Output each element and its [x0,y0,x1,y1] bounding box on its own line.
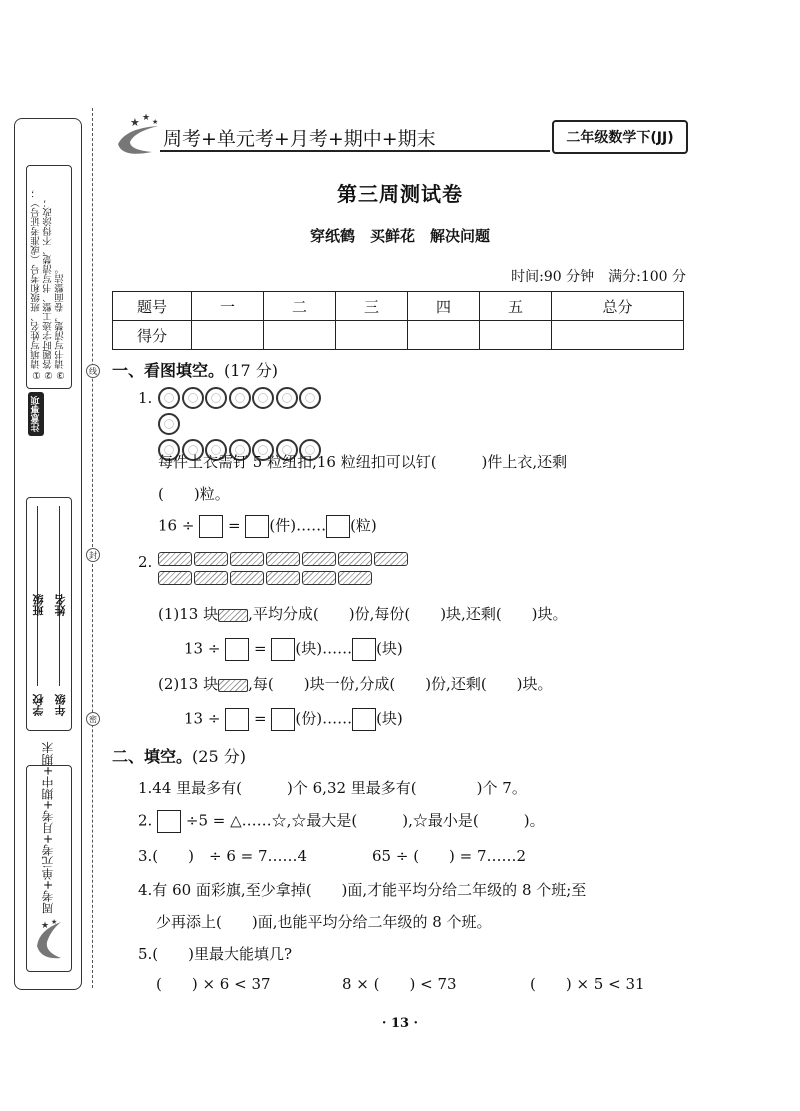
score-cell[interactable] [480,321,552,350]
erasers-figure [158,551,418,589]
answer-box[interactable] [352,708,376,731]
answer-box[interactable] [157,810,181,833]
s2-q5-c: ( ) × 5 < 31 [530,975,645,993]
eraser-icon [302,552,336,566]
score-cell[interactable] [336,321,408,350]
note-2: ②答题时字迹工整、书写清楚、不得涂改； [43,198,54,380]
eraser-icon [218,679,248,692]
eq-text: (块)…… [295,639,353,658]
s1-q1-text2: ( )粒。 [158,485,230,503]
eq-text: 13 ÷ [184,709,221,728]
side-logo-icon [31,916,67,964]
s2-q3-a: 3.( ) ÷ 6 = 7……4 [138,847,308,865]
s1-q2-eq2 [184,708,403,731]
school-label: 学校 [32,694,45,716]
exam-subtitle: 穿纸鹤 买鲜花 解决问题 [309,227,490,245]
button-coin-icon [205,387,227,409]
button-coin-icon [158,387,180,409]
eraser-icon [158,552,192,566]
svg-text:★: ★ [142,113,151,123]
answer-box[interactable] [352,638,376,661]
section2-points: (25 分) [192,747,246,766]
section1-title: 一、看图填空。 [112,361,225,380]
eraser-icon [266,571,300,585]
answer-box[interactable] [271,638,295,661]
eq-text: = [228,516,241,535]
name-label: 姓名 [54,594,67,616]
score-header-cell: 二 [264,292,336,321]
score-header-cell: 题号 [113,292,192,321]
s1-q2-part1 [158,604,568,624]
q-number: 2. [138,811,153,830]
note-3: ③请书写清楚，卷面整洁。 [55,264,66,380]
cut-mark-line: 线 [86,364,100,378]
section2-heading [112,744,246,767]
score-header-cell: 总分 [552,292,684,321]
eq-text: (件)…… [269,516,327,535]
button-coin-icon [276,387,298,409]
note-1: ①请填写姓名、班级和考号（或准考证号）； [31,188,42,380]
answer-box[interactable] [326,515,350,538]
answer-box[interactable] [199,515,223,538]
grade-label: 年级 [54,694,67,716]
header-logo-icon [112,108,166,158]
s2-q1: 1.44 里最多有( )个 6,32 里最多有( )个 7。 [138,779,527,797]
eraser-icon [338,571,372,585]
s2-q4-line2: 少再添上( )面,也能平均分给二年级的 8 个班。 [156,913,492,931]
eraser-icon [302,571,336,585]
q-text: ,每( )块一份,分成( )份,还剩( )块。 [248,675,553,693]
button-coin-icon [229,387,251,409]
eraser-icon [194,571,228,585]
s1-q1-equation [158,515,377,538]
cut-mark-secret: 密 [86,712,100,726]
score-cell[interactable] [408,321,480,350]
s2-q5-a: ( ) × 6 < 37 [156,975,271,993]
svg-text:★: ★ [130,116,140,129]
q-text: ÷5 = △……☆,☆最大是( ),☆最小是( )。 [185,811,545,830]
s1-q1-text1: 每件上衣需钉 5 粒纽扣,16 粒纽扣可以钉( )件上衣,还剩 [158,453,568,471]
s1-q1-number: 1. [138,389,153,407]
score-cell[interactable] [552,321,684,350]
answer-box[interactable] [225,708,249,731]
score-header-cell: 三 [336,292,408,321]
score-header-cell: 一 [192,292,264,321]
eraser-icon [338,552,372,566]
header-rule [160,150,550,152]
section1-points: (17 分) [224,361,278,380]
button-coin-icon [299,387,321,409]
s1-q2-number: 2. [138,553,153,571]
class-label: 班级 [32,594,45,616]
score-row [113,321,684,350]
eq-text: (份)…… [295,709,353,728]
score-header-row [113,292,684,321]
eq-text: (粒) [350,516,377,535]
q-text: (1)13 块 [158,605,219,623]
eraser-icon [374,552,408,566]
eraser-icon [266,552,300,566]
side-brand-box [26,741,72,972]
eraser-icon [158,571,192,585]
exam-meta: 时间:90 分钟 满分:100 分 [511,269,686,285]
score-header-cell: 五 [480,292,552,321]
answer-box[interactable] [271,708,295,731]
s2-q2 [138,810,545,833]
eq-text: = [254,709,267,728]
header-title: 周考+单元考+月考+期中+期末 [163,128,436,150]
s1-q2-eq1 [184,638,403,661]
answer-box[interactable] [225,638,249,661]
grade-badge: 二年级数学下(JJ) [552,120,688,154]
side-brand-text: 周考+单元考+月考+期中+期末 [41,741,55,914]
s1-q2-part2 [158,674,553,694]
s2-q5-b: 8 × ( ) < 73 [342,975,457,993]
q-text: ,平均分成( )份,每份( )块,还剩( )块。 [248,605,568,623]
eq-text: 13 ÷ [184,639,221,658]
s2-q5: 5.( )里最大能填几? [138,945,293,963]
button-coin-icon [158,413,180,435]
eraser-icon [230,552,264,566]
score-table [112,291,684,350]
eq-text: (块) [376,709,403,728]
student-info-box [26,497,72,731]
svg-text:★: ★ [51,918,58,926]
score-cell[interactable] [192,321,264,350]
notice-label: 注意事项 [28,392,44,436]
answer-box[interactable] [245,515,269,538]
svg-text:★: ★ [41,921,50,931]
page-number: · 13 · [381,1016,419,1031]
cut-mark-seal: 封 [86,548,100,562]
eraser-icon [218,609,248,622]
eq-text: = [254,639,267,658]
eraser-icon [230,571,264,585]
score-cell[interactable] [264,321,336,350]
s2-q3-b: 65 ÷ ( ) = 7……2 [372,847,527,865]
eq-text: (块) [376,639,403,658]
exam-title: 第三周测试卷 [337,182,463,206]
s2-q4-line1: 4.有 60 面彩旗,至少拿掉( )面,才能平均分给二年级的 8 个班;至 [138,881,587,899]
score-header-cell: 四 [408,292,480,321]
button-coin-icon [252,387,274,409]
button-coin-icon [182,387,204,409]
q-text: (2)13 块 [158,675,219,693]
eq-text: 16 ÷ [158,516,195,535]
section1-heading [112,358,278,381]
section2-title: 二、填空。 [112,747,193,766]
eraser-icon [194,552,228,566]
score-row-label: 得分 [113,321,192,350]
svg-text:★: ★ [152,118,159,126]
